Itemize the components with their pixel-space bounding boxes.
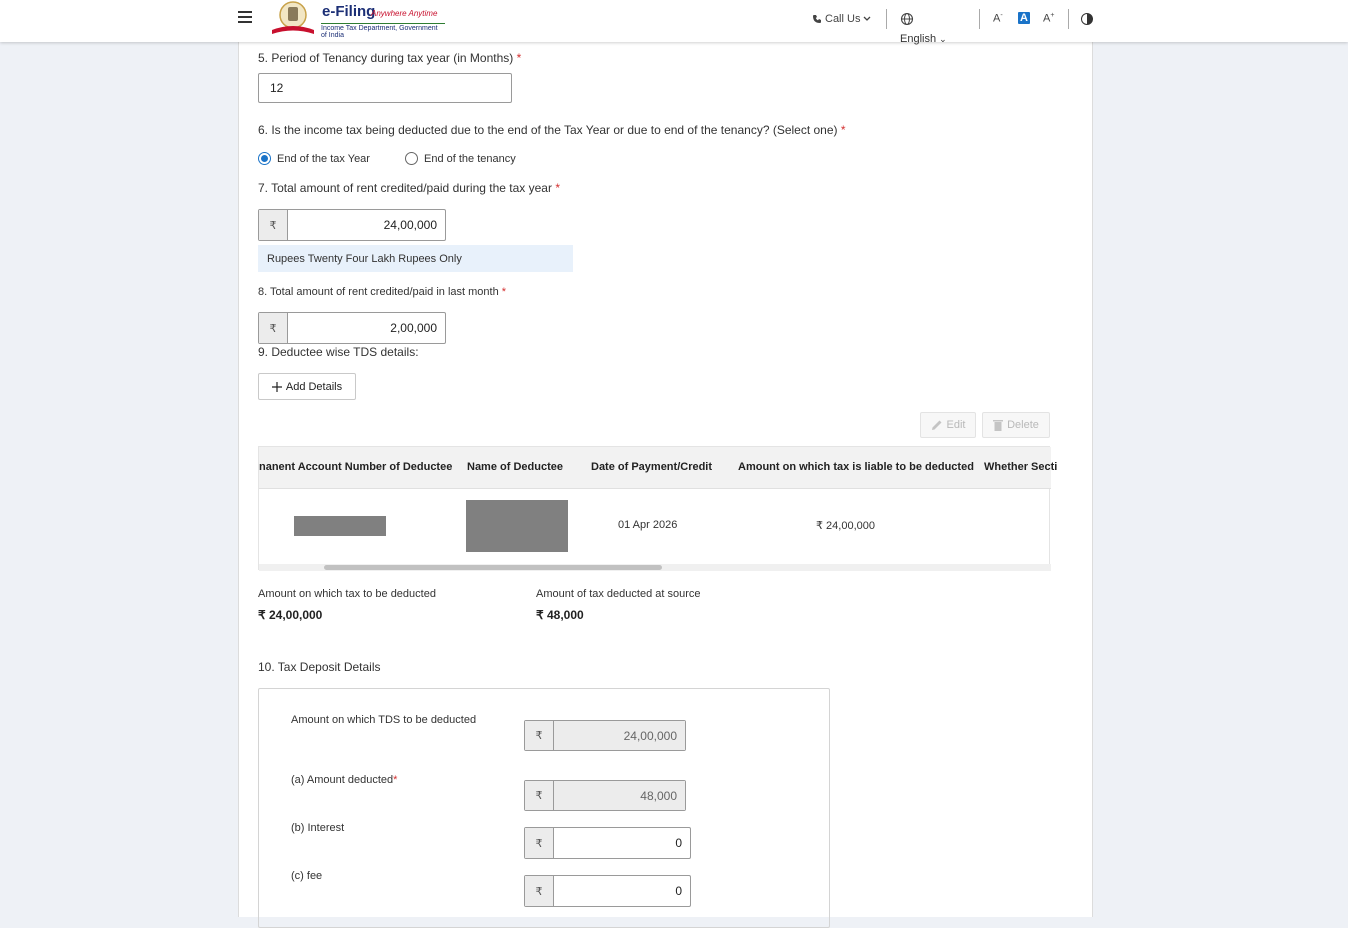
header-divider — [1068, 9, 1069, 29]
emblem-icon — [270, 0, 316, 36]
delete-label: Delete — [1007, 419, 1039, 431]
fee-label: (c) fee — [291, 870, 323, 882]
amount-to-deduct-label: Amount on which tax to be deducted — [258, 588, 436, 600]
radio-label: End of the tax Year — [277, 152, 370, 165]
q7-label — [258, 181, 560, 195]
font-decrease-label: A — [993, 12, 1001, 25]
plus-icon — [272, 382, 282, 392]
required-mark: * — [555, 181, 560, 195]
call-us-menu[interactable] — [812, 13, 871, 25]
tds-amount-label: Amount of tax deducted at source — [536, 588, 701, 600]
tax-deposit-box — [258, 688, 830, 928]
deductee-table — [258, 446, 1058, 570]
tds-base-value: 24,00,000 — [554, 721, 685, 750]
radio-button[interactable] — [405, 152, 418, 165]
q8-label — [258, 286, 506, 298]
q6-label-text: 6. Is the income tax being deducted due to the end of the Tax Year or due to end of the tenancy? (Select one) — [258, 123, 838, 137]
rupee-icon: ₹ — [525, 828, 554, 858]
q5-label — [258, 51, 521, 65]
font-decrease-button[interactable]: A- — [993, 12, 1003, 25]
scrollbar-thumb[interactable] — [324, 565, 662, 570]
amount-deducted-label-text: (a) Amount deducted — [291, 774, 394, 786]
radio-end-of-tax-year[interactable] — [258, 152, 370, 165]
deposit-title: 10. Tax Deposit Details — [258, 660, 381, 674]
row-date: 01 Apr 2026 — [618, 519, 678, 531]
required-mark: * — [393, 774, 398, 786]
amount-deducted-label — [291, 774, 397, 786]
chevron-down-icon: ⌄ — [939, 34, 947, 44]
last-month-rent-field[interactable] — [258, 312, 446, 344]
amount-deducted-field — [524, 780, 686, 811]
logo-subtitle: Income Tax Department, Government of India — [321, 23, 445, 39]
rupee-icon: ₹ — [259, 313, 288, 343]
tenancy-period-input[interactable]: 12 — [258, 73, 512, 103]
language-label: English — [900, 33, 937, 45]
logo-tagline: Anywhere Anytime — [371, 9, 438, 18]
amount-deducted-value: 48,000 — [554, 781, 685, 810]
font-increase-button[interactable]: A+ — [1043, 12, 1055, 25]
horizontal-scrollbar[interactable] — [259, 564, 1051, 571]
fee-input[interactable]: 0 — [675, 884, 682, 898]
interest-input[interactable]: 0 — [675, 836, 682, 850]
font-increase-label: A — [1043, 12, 1051, 25]
phone-icon — [812, 14, 822, 24]
radio-end-of-tenancy[interactable] — [405, 152, 516, 165]
q5-label-text: 5. Period of Tenancy during tax year (in Months) — [258, 51, 514, 65]
rupee-icon: ₹ — [525, 781, 554, 810]
col-name[interactable]: Name of Deductee — [467, 461, 563, 473]
delete-button[interactable] — [982, 412, 1050, 438]
header-divider — [979, 9, 980, 29]
add-details-label: Add Details — [285, 380, 343, 393]
fee-field[interactable] — [524, 875, 691, 907]
font-normal-button[interactable]: A — [1020, 12, 1028, 24]
tds-base-label: Amount on which TDS to be deducted — [291, 714, 477, 726]
edit-button[interactable] — [920, 412, 976, 438]
interest-field[interactable] — [524, 827, 691, 859]
menu-icon[interactable] — [238, 11, 252, 23]
radio-button-selected[interactable] — [258, 152, 271, 165]
radio-label: End of the tenancy — [424, 152, 516, 165]
rupee-icon: ₹ — [525, 876, 554, 906]
efiling-logo[interactable] — [268, 0, 448, 39]
rupee-icon: ₹ — [525, 721, 554, 750]
interest-label: (b) Interest — [291, 822, 345, 834]
form-panel — [238, 42, 1093, 917]
language-select[interactable] — [900, 33, 947, 45]
required-mark: * — [840, 123, 846, 137]
col-date[interactable]: Date of Payment/Credit — [591, 461, 713, 473]
q8-label-text: 8. Total amount of rent credited/paid in last month — [258, 286, 499, 298]
edit-label: Edit — [946, 419, 966, 431]
q9-label: 9. Deductee wise TDS details: — [258, 345, 419, 359]
table-header — [259, 447, 1058, 489]
header-divider — [886, 9, 887, 29]
call-us-label: Call Us — [825, 13, 861, 25]
q7-label-text: 7. Total amount of rent credited/paid during the tax year — [258, 181, 552, 195]
trash-icon — [993, 419, 1003, 431]
redacted-pan — [294, 516, 386, 536]
total-rent-input[interactable]: 24,00,000 — [383, 218, 437, 232]
rupee-icon: ₹ — [259, 210, 288, 240]
amount-in-words: Rupees Twenty Four Lakh Rupees Only — [258, 245, 573, 272]
total-rent-field[interactable] — [258, 209, 446, 241]
row-amount: ₹ 24,00,000 — [816, 520, 875, 532]
redacted-name — [466, 500, 568, 552]
logo-title: e-Filing — [322, 3, 376, 20]
required-mark: * — [516, 51, 522, 65]
tds-base-field — [524, 720, 686, 751]
amount-to-deduct-value: ₹ 24,00,000 — [258, 608, 323, 622]
contrast-icon[interactable] — [1081, 13, 1093, 25]
q6-label — [258, 123, 846, 137]
top-header — [0, 0, 1348, 45]
chevron-down-icon — [863, 16, 871, 22]
col-pan[interactable]: nanent Account Number of Deductee — [259, 461, 453, 473]
globe-icon[interactable] — [900, 12, 914, 26]
add-details-button[interactable] — [258, 373, 356, 400]
col-amount[interactable]: Amount on which tax is liable to be deducted — [738, 461, 974, 473]
col-whether-section[interactable]: Whether Secti — [984, 461, 1058, 473]
pencil-icon — [931, 419, 943, 431]
required-mark: * — [501, 286, 507, 298]
last-month-rent-input[interactable]: 2,00,000 — [390, 321, 437, 335]
tds-amount-value: ₹ 48,000 — [536, 608, 584, 622]
